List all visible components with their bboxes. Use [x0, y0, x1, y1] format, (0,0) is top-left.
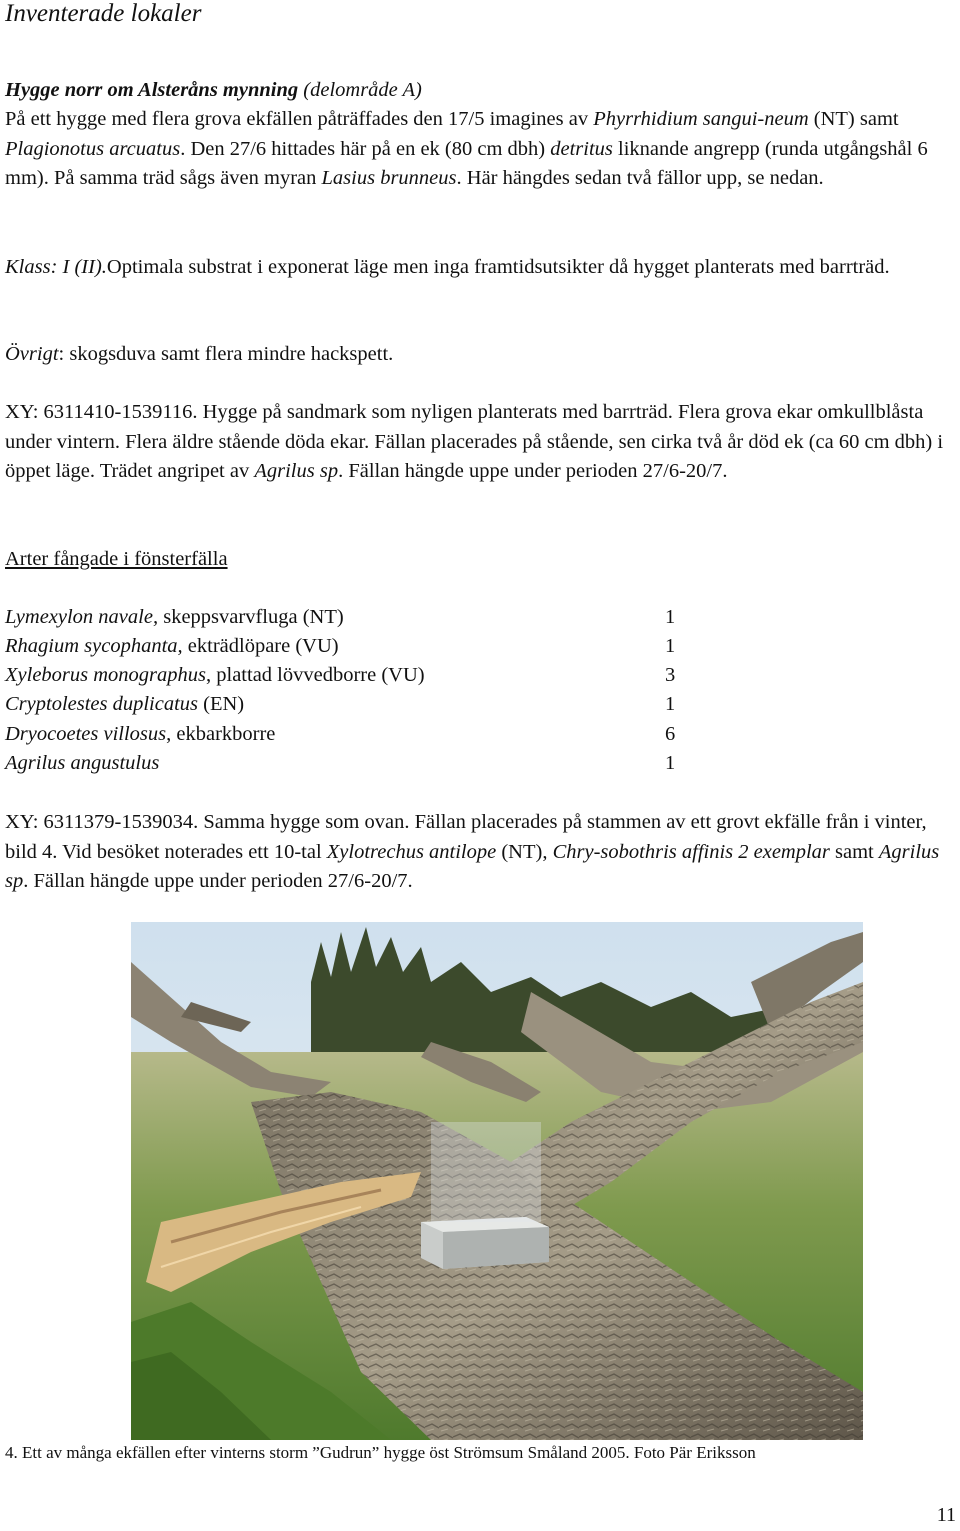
- klass-text: Optimala substrat i exponerat läge men inga framtidsutsikter då hygget planterats med barrträd.: [106, 256, 890, 278]
- intro-paragraph: [5, 105, 940, 194]
- page-number: 11: [936, 1504, 956, 1526]
- species-name: Chry-sobothris affinis 2 exemplar: [552, 840, 830, 863]
- xy1-paragraph: [5, 398, 955, 487]
- species-name: detritus: [550, 137, 613, 160]
- species-name: Xylotrechus antilope: [326, 840, 497, 863]
- text-run: (NT),: [496, 840, 553, 863]
- species-entry: [5, 603, 344, 633]
- text-run: (NT) samt: [808, 108, 899, 130]
- species-common: ekträdlöpare (VU): [182, 635, 339, 657]
- klass-label: Klass: I (II).: [5, 256, 107, 278]
- ovrigt-paragraph: [5, 340, 955, 370]
- species-latin: Rhagium sycophanta,: [5, 635, 183, 657]
- species-name: Lasius brunneus: [321, 167, 457, 189]
- species-entry: [5, 720, 275, 750]
- species-common: skeppsvarvfluga (NT): [158, 606, 344, 628]
- fallen-oak-photo: [131, 922, 863, 1440]
- species-entry: [5, 661, 425, 691]
- ovrigt-text: : skogsduva samt flera mindre hackspett.: [58, 343, 394, 365]
- species-common: , plattad lövvedborre (VU): [206, 664, 425, 686]
- locality-title: [5, 76, 955, 106]
- species-latin: Xyleborus monographus: [5, 664, 207, 686]
- species-count: 1: [665, 635, 676, 657]
- species-entry: [5, 749, 159, 779]
- klass-paragraph: [5, 253, 955, 283]
- species-latin: Lymexylon navale,: [5, 606, 159, 628]
- text-run: . Fällan hängde uppe under perioden 27/6-20/7.: [338, 460, 728, 482]
- species-latin: Agrilus angustulus: [5, 752, 160, 774]
- species-common: , ekbarkborre: [166, 723, 276, 745]
- text-run: . Här hängdes sedan två fällor upp, se nedan.: [456, 167, 824, 189]
- species-count: 3: [665, 664, 676, 686]
- text-run: . Den 27/6 hittades här på en ek (80 cm dbh): [180, 137, 551, 160]
- text-run: På ett hygge med flera grova ekfällen påträffades den 17/5 imagines av: [5, 108, 594, 130]
- species-count: 1: [665, 693, 676, 715]
- locality-name: Hygge norr om Alsteråns mynning: [5, 79, 299, 101]
- trap-heading: Arter fångade i fönsterfälla: [5, 548, 228, 570]
- text-run: XY: 6311410-1539116. Hygge på sandmark som nyligen planterats med barrträd. Flera grova ekar omkullblåsta under vintern. Flera äldre stående döda ekar. Fällan placerades på stående, sen cirka två år död ek (ca 60 cm dbh) i öppet läge. Trädet angripet av: [5, 401, 944, 482]
- text-run: samt: [829, 840, 879, 863]
- species-name: Phyrrhidium sangui-neum: [593, 108, 809, 130]
- fallen-oak-photo-illustration: [131, 922, 863, 1440]
- species-latin: Cryptolestes duplicatus: [5, 693, 199, 715]
- species-name: Plagionotus arcuatus: [5, 137, 181, 160]
- locality-subtitle: (delområde A): [303, 79, 422, 101]
- ovrigt-label: Övrigt: [5, 343, 59, 365]
- species-count: 1: [665, 606, 676, 628]
- species-entry: [5, 690, 244, 720]
- species-latin: Dryocoetes villosus: [5, 723, 167, 745]
- page-heading: Inventerade lokaler: [5, 0, 202, 27]
- xy2-paragraph: [5, 808, 950, 897]
- species-name: Agrilus sp: [254, 460, 339, 482]
- species-name: Agrilus sp: [5, 840, 940, 892]
- species-entry: [5, 632, 339, 662]
- text-run: liknande angrepp (runda utgångshål 6 mm). På samma träd sågs även myran: [5, 137, 928, 189]
- figure-caption: 4. Ett av många ekfällen efter vinterns storm ”Gudrun” hygge öst Strömsum Småland 2005. Foto Pär Eriksson: [5, 1443, 756, 1462]
- species-common: (EN): [198, 693, 245, 715]
- text-run: XY: 6311379-1539034. Samma hygge som ovan. Fällan placerades på stammen av ett grovt ekfälle från i vinter, bild 4. Vid besöket noterades ett 10-tal: [5, 811, 927, 863]
- species-count: 6: [665, 723, 676, 745]
- text-run: . Fällan hängde uppe under perioden 27/6-20/7.: [23, 870, 413, 892]
- species-count: 1: [665, 752, 676, 774]
